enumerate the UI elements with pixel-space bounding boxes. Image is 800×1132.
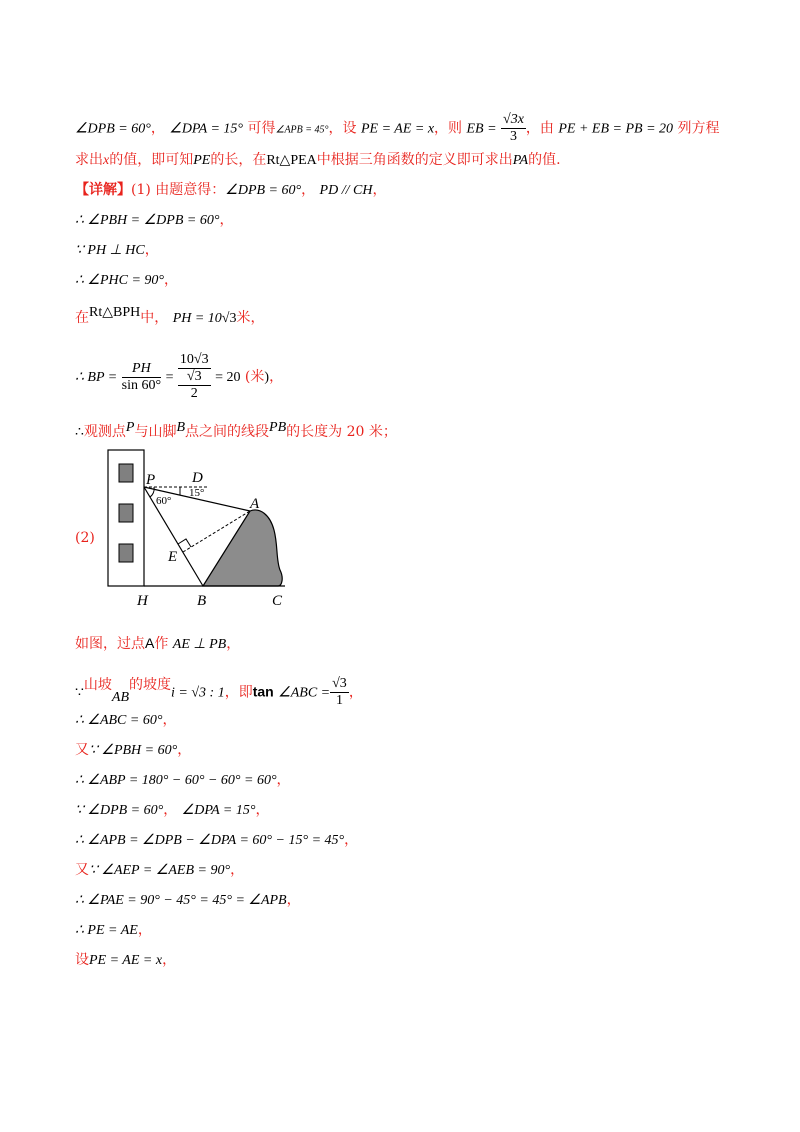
text-line-19: ∴ PE = AE， (75, 922, 152, 938)
label-a: A (250, 496, 260, 512)
text-line-5: ∵ PH ⊥ HC， (75, 242, 159, 258)
text-line-7: 在Rt△BPH中， PH = 10√3米， (75, 305, 265, 326)
fraction-eb: $\frac{√3x}{3}$ (503, 112, 524, 144)
text-line-6: ∴ ∠PHC = 90°， (75, 272, 179, 288)
fraction-tan: $\frac{√3}{1}$ (332, 676, 347, 708)
text-line-11: ∵山坡AB的坡度i = √3 : 1，即tan ∠ABC = $\frac{√3}{1}$ ， (75, 676, 363, 708)
text-line-3: 【详解】(1) 由题意得：∠DPB = 60°， PD // CH， (75, 182, 387, 198)
label-p: P (146, 472, 156, 488)
text-line-8: ∴ BP = $\frac{PH}{\sin 60^\circ}$ = 10√3 √3 2 = 20 (米)， (75, 352, 284, 401)
label-e: E (168, 549, 178, 565)
right-angle-mark (178, 539, 191, 547)
text-line-17: 又∵ ∠AEP = ∠AEB = 90°， (75, 862, 245, 878)
text-line-10: 如图，过点A作 AE ⊥ PB， (75, 635, 241, 652)
text-line-9: ∴观测点P与山脚B点之间的线段PB的长度为 20 米； (75, 420, 397, 440)
building-window (119, 504, 133, 522)
text-line-20: 设PE = AE = x， (75, 952, 177, 968)
label-angle-15: 15° (189, 487, 205, 499)
hill-shape (203, 510, 282, 586)
math-angle-dpb: ∠DPB = 60° (75, 121, 151, 137)
text-line-15: ∵ ∠DPB = 60°， ∠DPA = 15°， (75, 802, 270, 818)
detail-heading: 【详解】 (75, 182, 131, 198)
label-angle-60: 60° (156, 495, 172, 507)
label-c: C (272, 593, 283, 609)
math-eb: EB = (466, 121, 497, 137)
math-angle-dpa: ∠DPA = 15° (169, 121, 244, 137)
text-line-18: ∴ ∠PAE = 90° − 45° = 45° = ∠APB， (75, 892, 301, 908)
text-line-16: ∴ ∠APB = ∠DPB − ∠DPA = 60° − 15° = 45°， (75, 832, 359, 848)
text-line-14: ∴ ∠ABP = 180° − 60° − 60° = 60°， (75, 772, 291, 788)
fraction-nested: 10√3 √3 2 (179, 352, 209, 401)
building-window (119, 544, 133, 562)
part-2-label: (2) (75, 530, 95, 546)
label-h: H (137, 593, 148, 609)
text-line-4: ∴ ∠PBH = ∠DPB = 60°， (75, 212, 234, 228)
math-sum: PE + EB = PB = 20 (558, 121, 674, 137)
text-line-1: ∠DPB = 60°， ∠DPA = 15° 可得∠APB = 45°，设 PE = AE = x，则 EB = $\frac{√3x}{3}$ ，由 PE + EB = PB = 20 列方程 (75, 112, 720, 144)
math-angle-apb: ∠APB = 45° (275, 124, 329, 136)
fraction-ph-sin: $\frac{PH}{\sin 60^\circ}$ (121, 360, 162, 393)
label-d: D (192, 470, 203, 486)
text-line-2: 求出x的值，即可知PE的长，在Rt△PEA中根据三角函数的定义即可求出PA的值. (75, 152, 561, 168)
label-b: B (197, 593, 207, 609)
text-line-12: ∴ ∠ABC = 60°， (75, 712, 177, 728)
text-line-13: 又∵ ∠PBH = 60°， (75, 742, 192, 758)
math-pe-ae: PE = AE = x (360, 121, 435, 137)
building-window (119, 464, 133, 482)
geometry-figure (100, 445, 300, 610)
segment-pb (144, 487, 203, 586)
